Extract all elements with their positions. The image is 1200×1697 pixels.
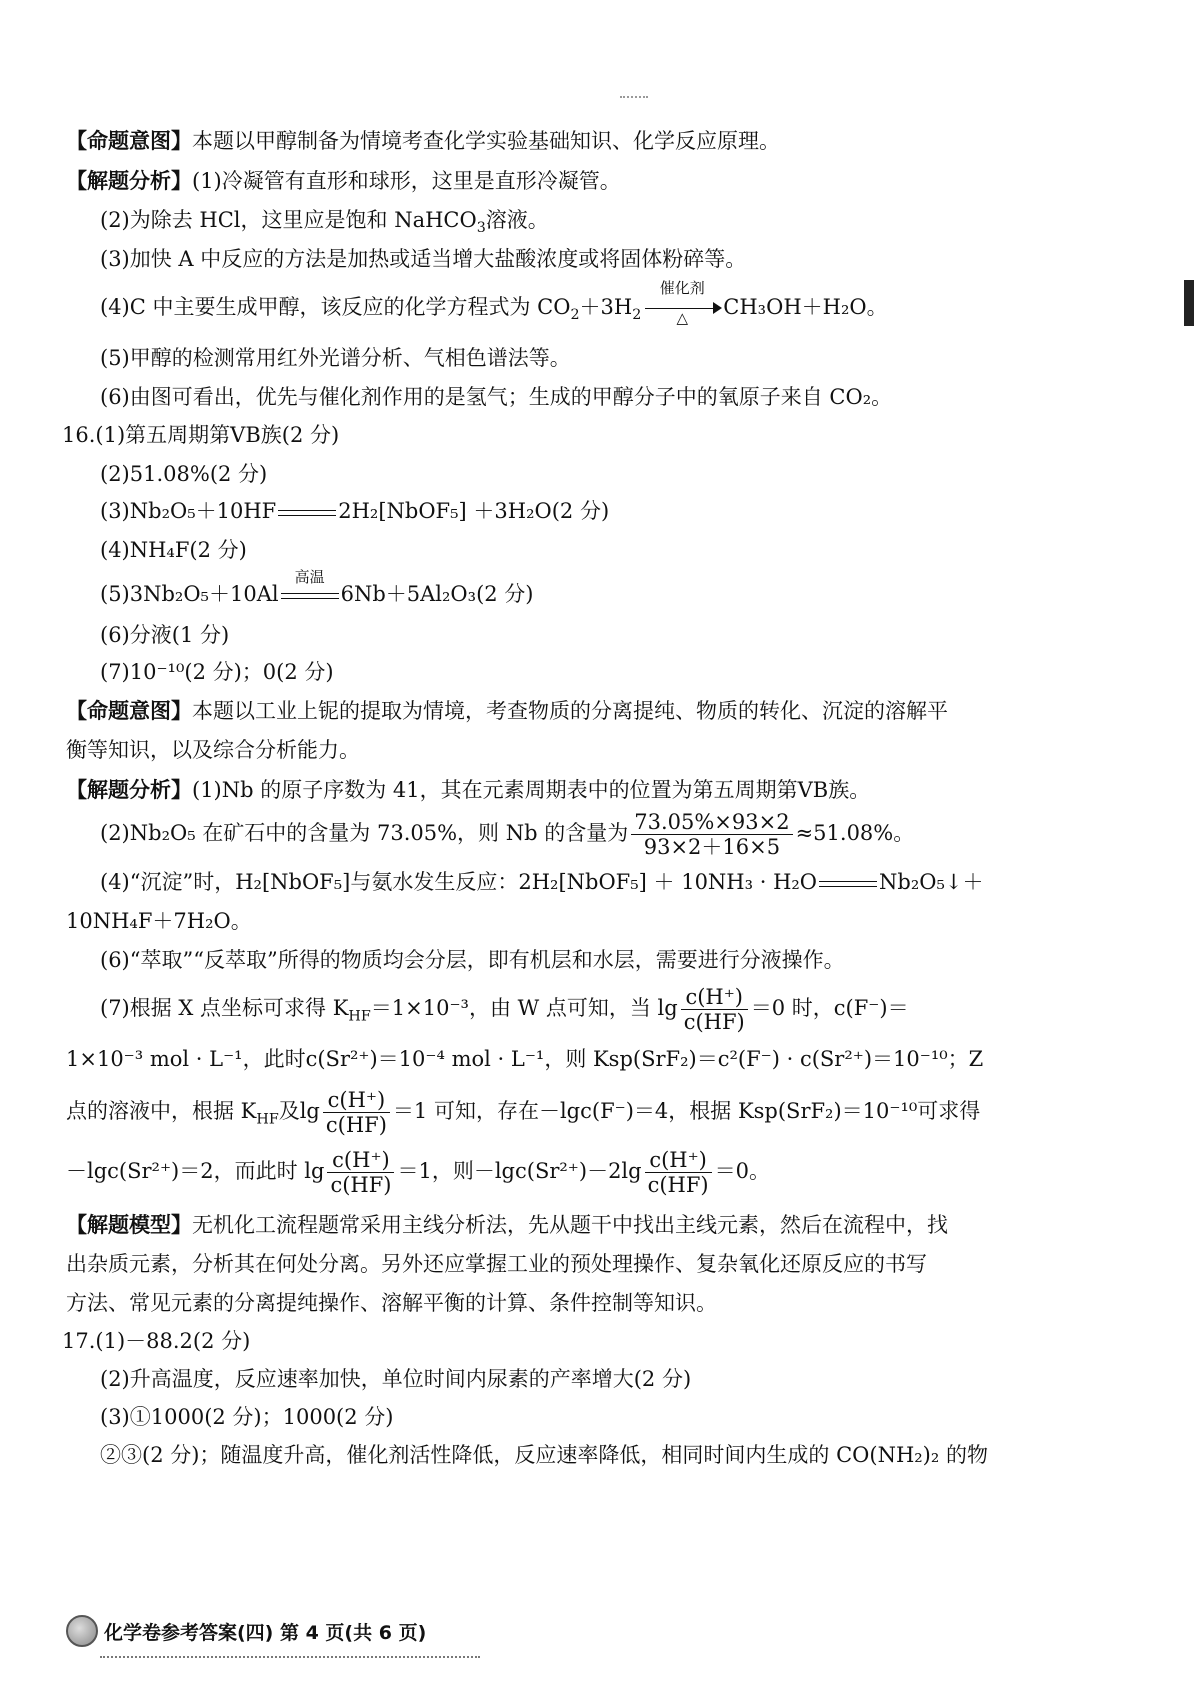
- q17-answer-4: ②③(2 分)；随温度升高，催化剂活性降低，反应速率降低，相同时间内生成的 CO(NH₂)₂ 的物: [100, 1443, 988, 1467]
- q15-intent: 【命题意图】本题以甲醇制备为情境考查化学实验基础知识、化学反应原理。: [66, 129, 780, 153]
- q16-answer-4: (4)NH₄F(2 分): [100, 538, 247, 562]
- q17-answer-1: 17.(1)－88.2(2 分): [62, 1329, 251, 1353]
- fraction: $\frac{c(H^+)}{c(HF)}$: [323, 1088, 390, 1137]
- equals-sign: [819, 874, 877, 894]
- q15-analysis-6: (6)由图可看出，优先与催化剂作用的是氢气；生成的甲醇分子中的氧原子来自 CO₂。: [100, 385, 893, 409]
- q16-answer-5: (5)3Nb₂O₅＋10Al 高温 6Nb＋5Al₂O₃(2 分): [100, 567, 534, 606]
- fraction: $\frac{c(H^+)}{c(HF)}$: [327, 1148, 394, 1197]
- q16-analysis-2: (2)Nb₂O₅ 在矿石中的含量为 73.05%，则 Nb 的含量为 $\frac{73.05\%\times 93\times 2}{93\times 2+16\times 5}$ ≈51.08%。: [100, 810, 915, 860]
- q16-analysis-4b: 10NH₄F＋7H₂O。: [66, 909, 252, 933]
- page-footer: 化学卷参考答案(四) 第 4 页(共 6 页): [104, 1622, 427, 1644]
- scan-edge-mark: [1184, 280, 1194, 326]
- q16-analysis-7c: 点的溶液中，根据 $K_{HF}$及lg $\frac{c(H^+)}{c(HF)}$ ＝1 可知，存在－lgc(F⁻)＝4，根据 Ksp(SrF₂)＝10⁻¹⁰可求得: [66, 1088, 981, 1138]
- equals-sign-high-temp: 高温: [281, 586, 339, 606]
- footer-wavy-underline: [100, 1648, 480, 1658]
- q16-answer-1: 16.(1)第五周期第ⅤB族(2 分): [62, 423, 340, 447]
- fraction: $\frac{c(H^+)}{c(HF)}$: [645, 1148, 712, 1197]
- q16-answer-6: (6)分液(1 分): [100, 623, 230, 647]
- equals-sign: [278, 503, 336, 523]
- q16-intent-2: 衡等知识，以及综合分析能力。: [66, 738, 360, 762]
- q16-answer-7: (7)10⁻¹⁰(2 分)；0(2 分): [100, 660, 334, 684]
- q16-answer-3: (3)Nb₂O₅＋10HF 2H₂[NbOF₅] ＋3H₂O(2 分): [100, 499, 610, 523]
- q15-analysis-4: (4)C 中主要生成甲醇，该反应的化学方程式为 $CO_2+3H_2$ 催化剂 △ CH₃OH＋H₂O。: [100, 278, 888, 327]
- q15-analysis-5: (5)甲醇的检测常用红外光谱分析、气相色谱法等。: [100, 346, 571, 370]
- fraction: $\frac{c(H^+)}{c(HF)}$: [681, 985, 748, 1034]
- publisher-logo-icon: [66, 1615, 98, 1647]
- fraction: $\frac{73.05\%\times 93\times 2}{93\times 2+16\times 5}$: [631, 810, 792, 859]
- q15-analysis-3: (3)加快 A 中反应的方法是加热或适当增大盐酸浓度或将固体粉碎等。: [100, 247, 747, 271]
- scan-mark: [620, 96, 648, 102]
- q17-answer-3: (3)①1000(2 分)；1000(2 分): [100, 1405, 394, 1429]
- q15-analysis-1: 【解题分析】(1)冷凝管有直形和球形，这里是直形冷凝管。: [66, 169, 621, 193]
- q16-analysis-6: (6)“萃取”“反萃取”所得的物质均会分层，即有机层和水层，需要进行分液操作。: [100, 948, 845, 972]
- q16-analysis-4a: (4)“沉淀”时，H₂[NbOF₅]与氨水发生反应：2H₂[NbOF₅] ＋ 10NH₃ · H₂O Nb₂O₅↓＋: [100, 870, 984, 894]
- q16-analysis-7d: －lgc(Sr²⁺)＝2，而此时 lg $\frac{c(H^+)}{c(HF)}$ ＝1，则－lgc(Sr²⁺)－2lg $\frac{c(H^+)}{c(HF)}$ ＝0。: [66, 1148, 770, 1198]
- q16-model-3: 方法、常见元素的分离提纯操作、溶解平衡的计算、条件控制等知识。: [66, 1291, 717, 1315]
- q16-model-2: 出杂质元素，分析其在何处分离。另外还应掌握工业的预处理操作、复杂氧化还原反应的书写: [66, 1252, 927, 1276]
- reaction-arrow: 催化剂 △: [645, 299, 719, 319]
- q16-model-1: 【解题模型】无机化工流程题常采用主线分析法，先从题干中找出主线元素，然后在流程中，找: [66, 1213, 948, 1237]
- q16-answer-2: (2)51.08%(2 分): [100, 462, 268, 486]
- q15-analysis-2: (2)为除去 HCl，这里应是饱和 NaHCO$_3$溶液。: [100, 208, 549, 237]
- q17-answer-2: (2)升高温度，反应速率加快，单位时间内尿素的产率增大(2 分): [100, 1367, 692, 1391]
- q16-analysis-7a: (7)根据 X 点坐标可求得 $K_{HF}=1\times 10^{-3}$，由 W 点可知，当 lg $\frac{c(H^+)}{c(HF)}$ ＝0 时，c(F⁻)＝: [100, 985, 909, 1035]
- q16-intent-1: 【命题意图】本题以工业上铌的提取为情境，考查物质的分离提纯、物质的转化、沉淀的溶解平: [66, 699, 948, 723]
- q16-analysis-1: 【解题分析】(1)Nb 的原子序数为 41，其在元素周期表中的位置为第五周期第ⅤB族。: [66, 778, 871, 802]
- q16-analysis-7b: 1×10⁻³ mol · L⁻¹，此时c(Sr²⁺)＝10⁻⁴ mol · L⁻¹，则 Ksp(SrF₂)＝c²(F⁻) · c(Sr²⁺)＝10⁻¹⁰；Z: [66, 1047, 984, 1071]
